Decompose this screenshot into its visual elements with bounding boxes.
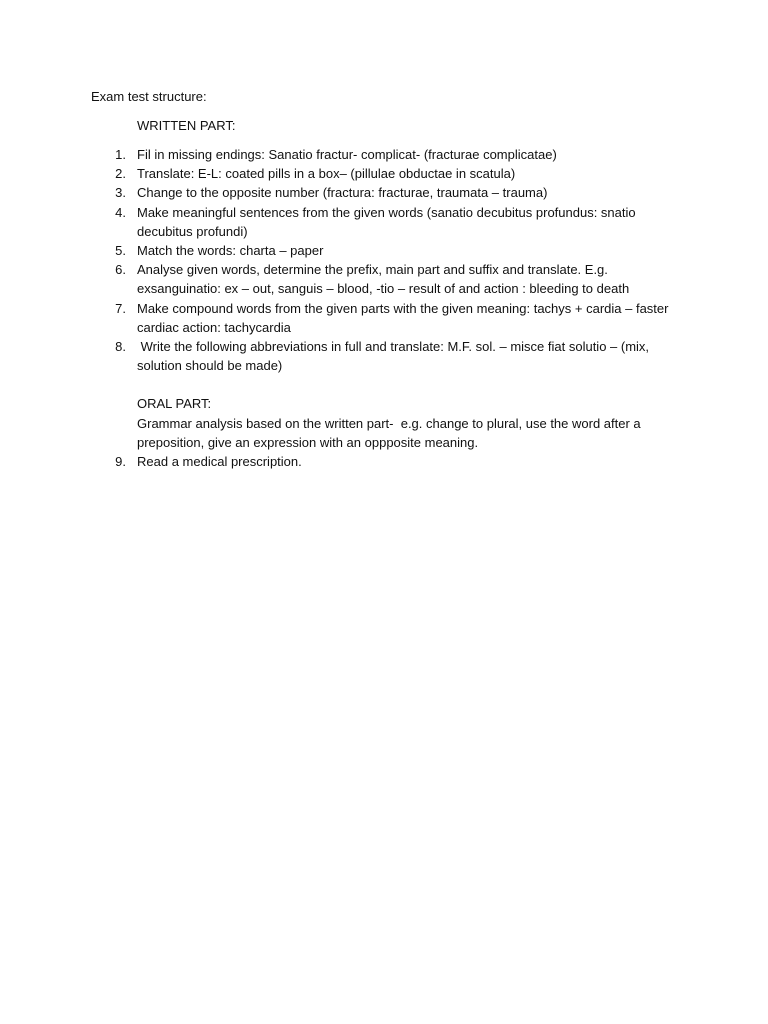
list-item-number: 4. bbox=[115, 204, 126, 220]
list-item-number: 7. bbox=[115, 300, 126, 316]
oral-part-section bbox=[137, 394, 657, 452]
list-item-text: Make meaningful sentences from the given words (sanatio decubitus profundus: snatio decubitus profundi) bbox=[137, 204, 636, 239]
list-item-text: Write the following abbreviations in full and translate: M.F. sol. – misce fiat solutio – (mix, solution should be made) bbox=[137, 339, 650, 374]
list-item-number: 2. bbox=[115, 166, 126, 182]
list-item bbox=[0, 337, 768, 375]
list-item bbox=[0, 145, 768, 164]
list-item-text: Fil in missing endings: Sanatio fractur- complicat- (fracturae complicatae) bbox=[137, 147, 557, 162]
list-item bbox=[0, 241, 768, 260]
list-item-number: 6. bbox=[115, 262, 126, 278]
list-item-number: 1. bbox=[115, 147, 126, 162]
list-item bbox=[0, 203, 768, 241]
list-item-text: Make compound words from the given parts with the given meaning: tachys + cardia – faster cardiac action: tachycardia bbox=[137, 300, 669, 335]
list-item-text: Translate: E-L: coated pills in a box– (pillulae obductae in scatula) bbox=[137, 166, 516, 182]
list-item-number: 8. bbox=[115, 339, 126, 355]
list-item bbox=[0, 452, 768, 471]
oral-part-heading: ORAL PART: bbox=[137, 396, 212, 412]
exam-task-list bbox=[0, 145, 768, 471]
list-item-number: 5. bbox=[115, 243, 126, 259]
list-item-text: Read a medical prescription. bbox=[137, 454, 302, 470]
list-item-text: Change to the opposite number (fractura: fracturae, traumata – trauma) bbox=[137, 185, 548, 201]
list-item-number: 9. bbox=[115, 454, 126, 470]
written-part-heading: WRITTEN PART: bbox=[137, 118, 236, 133]
list-item-text: Analyse given words, determine the prefix, main part and suffix and translate. E.g. exsanguinatio: ex – out, sanguis – blood, -tio – result of and action : bleeding to death bbox=[137, 262, 630, 297]
list-item bbox=[0, 164, 768, 183]
list-item bbox=[0, 299, 768, 337]
list-item-number: 3. bbox=[115, 185, 126, 201]
list-item bbox=[0, 183, 768, 202]
list-item bbox=[0, 260, 768, 298]
document-title: Exam test structure: bbox=[91, 89, 207, 104]
list-item-text: Match the words: charta – paper bbox=[137, 243, 324, 259]
oral-part-text: Grammar analysis based on the written part- e.g. change to plural, use the word after a preposition, give an expression with an oppposite meaning. bbox=[137, 415, 641, 450]
